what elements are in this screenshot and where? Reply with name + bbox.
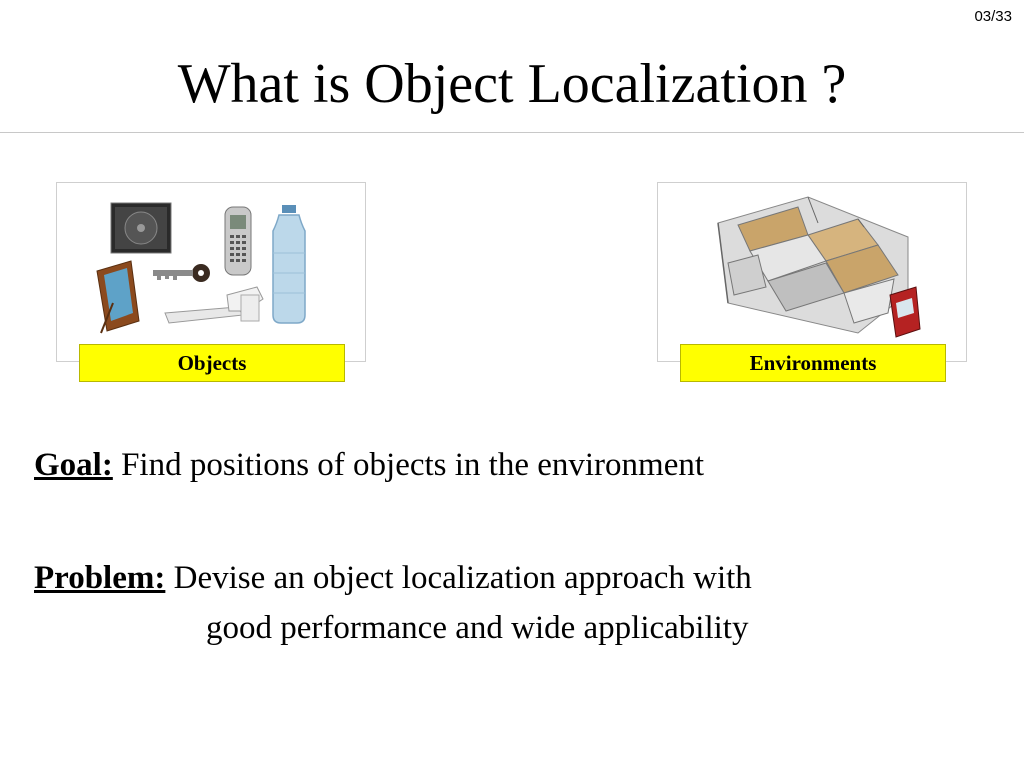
stapler-image	[165, 287, 263, 323]
objects-illustration	[57, 183, 365, 361]
environments-caption: Environments	[680, 344, 946, 382]
cd-case-image	[111, 203, 171, 253]
objects-figure	[56, 182, 366, 362]
key-image	[153, 264, 210, 282]
phone-image	[225, 207, 251, 275]
problem-statement	[34, 553, 752, 603]
goal-statement	[34, 440, 704, 490]
photo-frame-image	[97, 261, 139, 333]
house-floorplan-illustration	[658, 183, 966, 361]
title-divider	[0, 132, 1024, 133]
slide-title: What is Object Localization ?	[177, 53, 847, 115]
goal-label: Goal:	[34, 447, 113, 483]
environments-figure	[657, 182, 967, 362]
goal-text: Find positions of objects in the environment	[121, 447, 705, 483]
problem-text-line2: good performance and wide applicability	[206, 610, 749, 646]
objects-caption: Objects	[79, 344, 345, 382]
problem-label: Problem:	[34, 560, 166, 596]
problem-text-line1: Devise an object localization approach with	[173, 560, 752, 596]
bottle-image	[273, 205, 305, 323]
page-number: 03/33	[974, 8, 1012, 25]
house-model-image	[718, 197, 908, 333]
car-image	[890, 287, 920, 337]
